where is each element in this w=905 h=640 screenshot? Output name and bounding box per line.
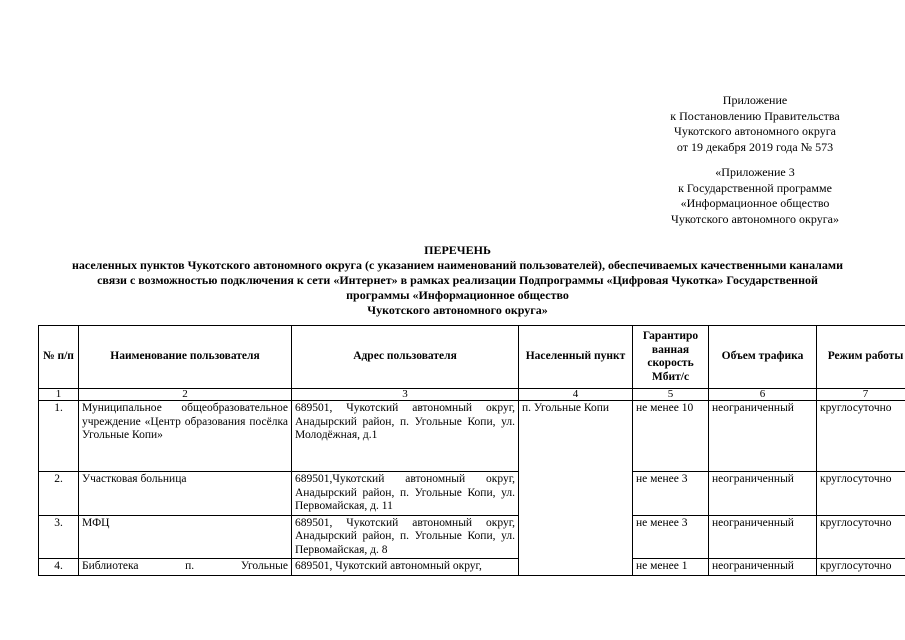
row-mode: круглосуточно [817, 401, 905, 472]
table-row [39, 515, 905, 559]
row-name: Участковая больница [79, 472, 292, 516]
column-number: 3 [292, 389, 519, 401]
title-line: населенных пунктов Чукотского автономного округа (с указанием наименований пользователей), обеспечиваемых качественными каналами [71, 258, 844, 272]
header-name: Наименование пользователя [79, 326, 292, 389]
row-traffic: неограниченный [709, 472, 817, 516]
row-speed: не менее 3 [633, 472, 709, 516]
row-traffic: неограниченный [709, 515, 817, 559]
column-number: 4 [519, 389, 633, 401]
row-no: 2. [39, 472, 79, 516]
row-address: 689501, Чукотский автономный округ, [292, 559, 519, 576]
table-row [39, 559, 905, 576]
row-mode: круглосуточно [817, 559, 905, 576]
title-heading: ПЕРЕЧЕНЬ [424, 243, 491, 257]
header-address: Адрес пользователя [292, 326, 519, 389]
annex-line: Чукотского автономного округа [674, 124, 836, 138]
row-mode: круглосуточно [817, 472, 905, 516]
table-header-row [39, 326, 905, 389]
row-no: 3. [39, 515, 79, 559]
annex-quote-line: Чукотского автономного округа» [671, 211, 839, 226]
row-name: МФЦ [79, 515, 292, 559]
annex-line: от 19 декабря 2019 года № 573 [676, 139, 834, 154]
title-line: программы «Информационное общество [346, 288, 569, 302]
column-number: 5 [633, 389, 709, 401]
annex-line: Приложение [722, 93, 788, 107]
annex-header [600, 93, 905, 155]
row-speed: не менее 3 [633, 515, 709, 559]
row-address: 689501, Чукотский автономный округ, Анадырский район, п. Угольные Копи, ул. Первомайская, д. 8 [292, 515, 519, 559]
document-title [30, 243, 885, 318]
row-address: 689501,Чукотский автономный округ, Анадырский район, п. Угольные Копи, ул. Первомайская, д. 11 [292, 472, 519, 516]
row-locality: п. Угольные Копи [519, 401, 633, 576]
header-locality: Населенный пункт [519, 326, 633, 389]
table-row [39, 401, 905, 472]
row-no: 1. [39, 401, 79, 472]
table-row [39, 472, 905, 516]
column-number: 6 [709, 389, 817, 401]
title-line: Чукотского автономного округа» [367, 303, 548, 317]
row-address: 689501, Чукотский автономный округ, Анадырский район, п. Угольные Копи, ул. Молодёжная, д.1 [292, 401, 519, 472]
row-mode: круглосуточно [817, 515, 905, 559]
column-numbers-row [39, 389, 905, 401]
row-traffic: неограниченный [709, 401, 817, 472]
title-line: связи с возможностью подключения к сети «Интернет» в рамках реализации Подпрограммы «Цифровая Чукотка» Государственной [97, 273, 818, 287]
annex-quote-line: к Государственной программе [678, 180, 832, 195]
row-speed: не менее 1 [633, 559, 709, 576]
annex-line: к Постановлению Правительства [670, 108, 840, 123]
localities-table [38, 325, 905, 576]
column-number: 7 [817, 389, 905, 401]
header-no: № п/п [39, 326, 79, 389]
annex-quote-line: «Информационное общество [680, 196, 830, 210]
header-traffic: Объем трафика [709, 326, 817, 389]
row-name: Библиотека п. Угольные [79, 559, 292, 576]
header-mode: Режим работы [817, 326, 905, 389]
annex-quote-header [600, 165, 905, 227]
row-no: 4. [39, 559, 79, 576]
column-number: 1 [39, 389, 79, 401]
row-name: Муниципальное общеобразовательное учреждение «Центр образования посёлка Угольные Копи» [79, 401, 292, 472]
annex-quote-line: «Приложение 3 [715, 165, 795, 179]
header-speed: Гарантиро ванная скорость Мбит/с [633, 326, 709, 389]
row-traffic: неограниченный [709, 559, 817, 576]
column-number: 2 [79, 389, 292, 401]
row-speed: не менее 10 [633, 401, 709, 472]
